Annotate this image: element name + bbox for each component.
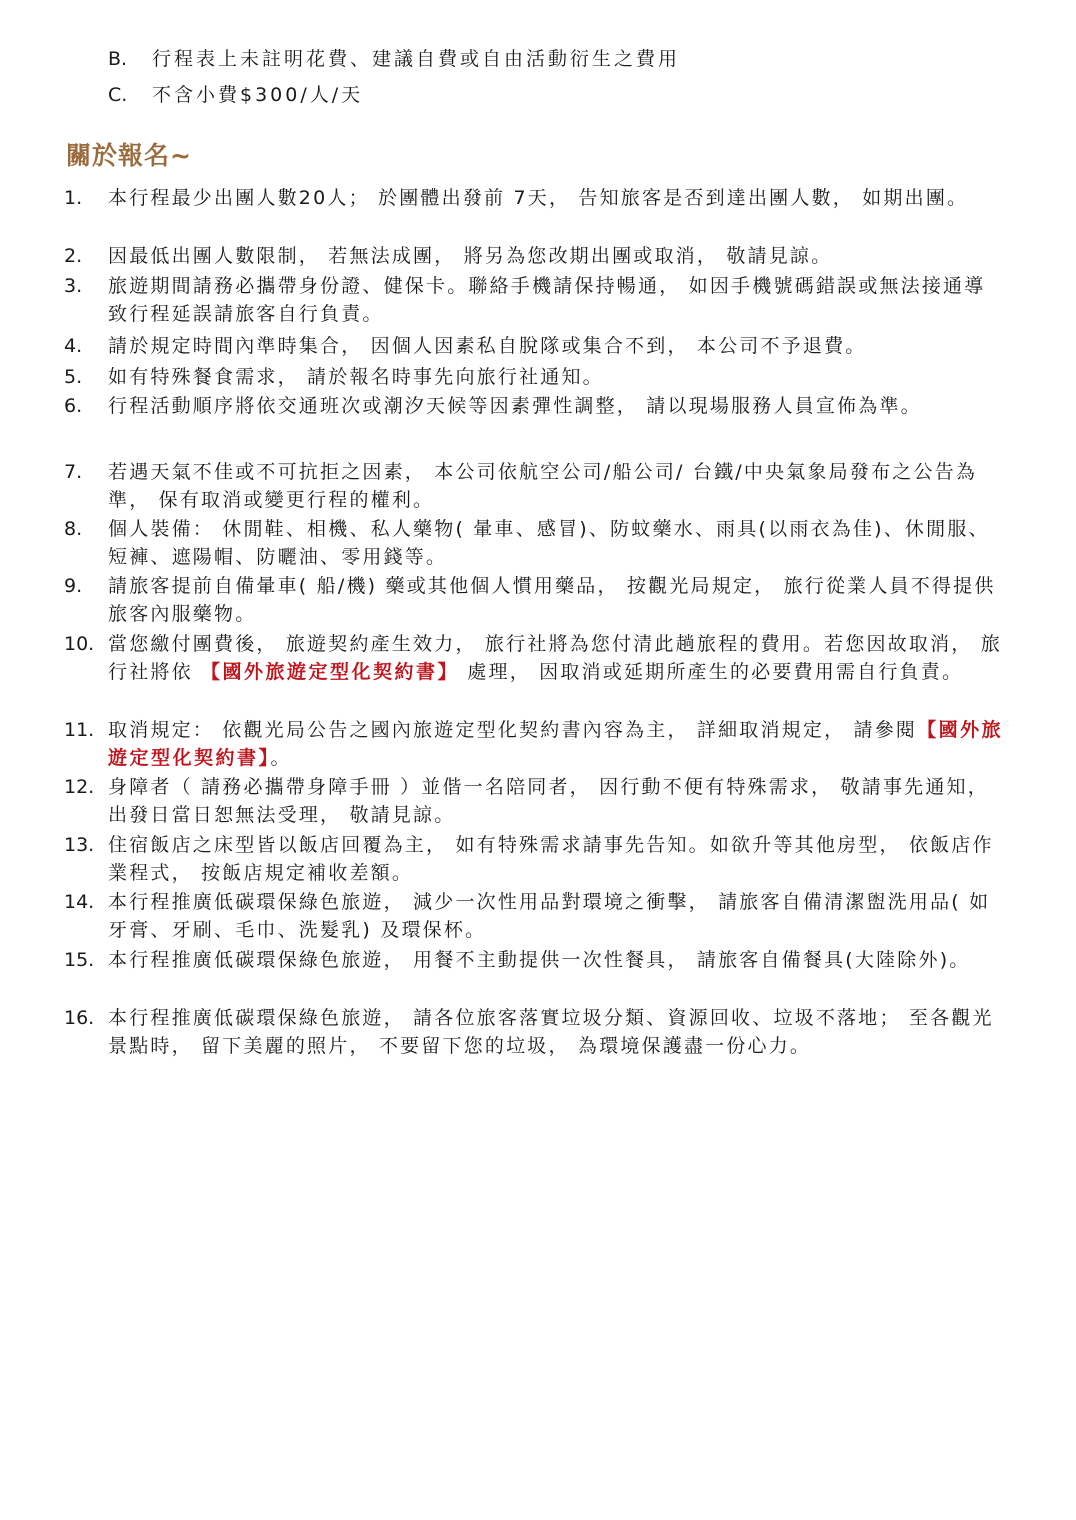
rule-item xyxy=(64,572,1004,628)
rule-text-segment: 若遇天氣不佳或不可抗拒之因素， 本公司依航空公司/船公司/ 台鐵/中央氣象局發布之公告為準， 保有取消或變更行程的權利。 xyxy=(108,461,978,511)
rule-text-segment: 身障者（ 請務必攜帶身障手冊 ）並偕一名陪同者， 因行動不便有特殊需求， 敬請事先通知， 出發日當日恕無法受理， 敬請見諒。 xyxy=(108,776,989,826)
rule-number: 3. xyxy=(64,275,83,297)
rule-text xyxy=(108,572,1004,628)
rule-number: 14. xyxy=(64,891,95,913)
rule-item xyxy=(64,888,1004,944)
cost-exclusion-marker: C. xyxy=(108,84,128,106)
rule-text xyxy=(108,272,1004,328)
rule-number: 12. xyxy=(64,776,95,798)
rule-text xyxy=(108,184,1004,212)
rule-item xyxy=(64,946,1004,974)
rule-text xyxy=(108,1004,1004,1060)
rule-text-segment: 個人裝備： 休閒鞋、相機、私人藥物( 暈車、感冒)、防蚊藥水、雨具(以雨衣為佳)、休閒服、短褲、遮陽帽、防曬油、零用錢等。 xyxy=(108,518,990,568)
rule-number: 16. xyxy=(64,1007,95,1029)
rule-text xyxy=(108,946,1004,974)
rule-number: 10. xyxy=(64,633,95,655)
rule-text-segment: 行程活動順序將依交通班次或潮汐天候等因素彈性調整， 請以現場服務人員宣佈為準。 xyxy=(108,395,922,417)
rule-text-segment: 本行程推廣低碳環保綠色旅遊， 用餐不主動提供一次性餐具， 請旅客自備餐具(大陸除外)。 xyxy=(108,949,971,971)
rule-item xyxy=(64,184,1004,212)
rule-number: 7. xyxy=(64,461,83,483)
rule-text xyxy=(108,242,1004,270)
rule-number: 11. xyxy=(64,719,95,741)
rule-text xyxy=(108,515,1004,571)
rule-text-segment: 請於規定時間內準時集合， 因個人因素私自脫隊或集合不到， 本公司不予退費。 xyxy=(108,335,867,357)
cost-exclusion-text: 不含小費$300/人/天 xyxy=(152,84,364,106)
rule-text xyxy=(108,831,1004,887)
rule-item xyxy=(64,242,1004,270)
rule-item xyxy=(64,515,1004,571)
rule-number: 9. xyxy=(64,575,83,597)
cost-exclusion-text: 行程表上未註明花費、建議自費或自由活動衍生之費用 xyxy=(152,48,681,70)
rule-number: 5. xyxy=(64,366,83,388)
rule-number: 13. xyxy=(64,834,95,856)
rule-item xyxy=(64,630,1004,686)
rule-item xyxy=(64,458,1004,514)
rule-text-segment: 因最低出團人數限制， 若無法成團， 將另為您改期出團或取消， 敬請見諒。 xyxy=(108,245,833,267)
rule-text-segment: 處理， 因取消或延期所產生的必要費用需自行負責。 xyxy=(459,661,964,683)
rule-number: 8. xyxy=(64,518,83,540)
rule-text-segment: 本行程最少出團人數20人； 於團體出發前 7天， 告知旅客是否到達出團人數， 如期出團。 xyxy=(108,187,969,209)
rule-text-segment: 如有特殊餐食需求， 請於報名時事先向旅行社通知。 xyxy=(108,366,604,388)
rule-text-segment: 旅遊期間請務必攜帶身份證、健保卡。聯絡手機請保持暢通， 如因手機號碼錯誤或無法接通導致行程延誤請旅客自行負責。 xyxy=(108,275,986,325)
contract-reference: 【國外旅遊定型化契約書】 xyxy=(201,661,460,683)
rule-text xyxy=(108,332,1004,360)
rule-number: 4. xyxy=(64,335,83,357)
rule-item xyxy=(64,1004,1004,1060)
rule-text-segment: 當您繳付團費後， 旅遊契約產生效力， 旅行社將為您付清此趟旅程的費用。若您因故取消， 旅行社將依 xyxy=(108,633,1002,683)
rule-text xyxy=(108,716,1004,772)
rule-item xyxy=(64,363,1004,391)
rule-item xyxy=(64,773,1004,829)
rule-number: 6. xyxy=(64,395,83,417)
rule-text-segment: 本行程推廣低碳環保綠色旅遊， 請各位旅客落實垃圾分類、資源回收、垃圾不落地； 至各觀光景點時， 留下美麗的照片， 不要留下您的垃圾， 為環境保護盡一份心力。 xyxy=(108,1007,994,1057)
rule-item xyxy=(64,831,1004,887)
rule-item xyxy=(64,716,1004,772)
rule-text xyxy=(108,630,1004,686)
rule-text-segment: 本行程推廣低碳環保綠色旅遊， 減少一次性用品對環境之衝擊， 請旅客自備清潔盥洗用品( 如牙膏、牙刷、毛巾、洗髮乳) 及環保杯。 xyxy=(108,891,991,941)
rule-text xyxy=(108,363,1004,391)
contract-reference: 【國外旅遊定型化契約書】 xyxy=(108,719,1004,769)
rule-text-segment: 取消規定： 依觀光局公告之國內旅遊定型化契約書內容為主， 詳細取消規定， 請參閱 xyxy=(108,719,918,741)
rule-number: 2. xyxy=(64,245,83,267)
cost-exclusion-marker: B. xyxy=(108,48,128,70)
rule-text xyxy=(108,392,1004,420)
rule-text-segment: 。 xyxy=(270,747,292,769)
rule-text xyxy=(108,458,1004,514)
rule-text xyxy=(108,773,1004,829)
rule-text xyxy=(108,888,1004,944)
rule-item xyxy=(64,332,1004,360)
rule-text-segment: 住宿飯店之床型皆以飯店回覆為主， 如有特殊需求請事先告知。如欲升等其他房型， 依飯店作業程式， 按飯店規定補收差額。 xyxy=(108,834,994,884)
section-title: 關於報名~ xyxy=(66,141,192,170)
rule-number: 1. xyxy=(64,187,83,209)
cost-exclusion-c xyxy=(108,81,363,109)
rule-item xyxy=(64,272,1004,328)
rule-number: 15. xyxy=(64,949,95,971)
rule-text-segment: 請旅客提前自備暈車( 船/機) 藥或其他個人慣用藥品， 按觀光局規定， 旅行從業人員不得提供旅客內服藥物。 xyxy=(108,575,996,625)
cost-exclusion-b xyxy=(108,45,680,73)
rule-item xyxy=(64,392,1004,420)
